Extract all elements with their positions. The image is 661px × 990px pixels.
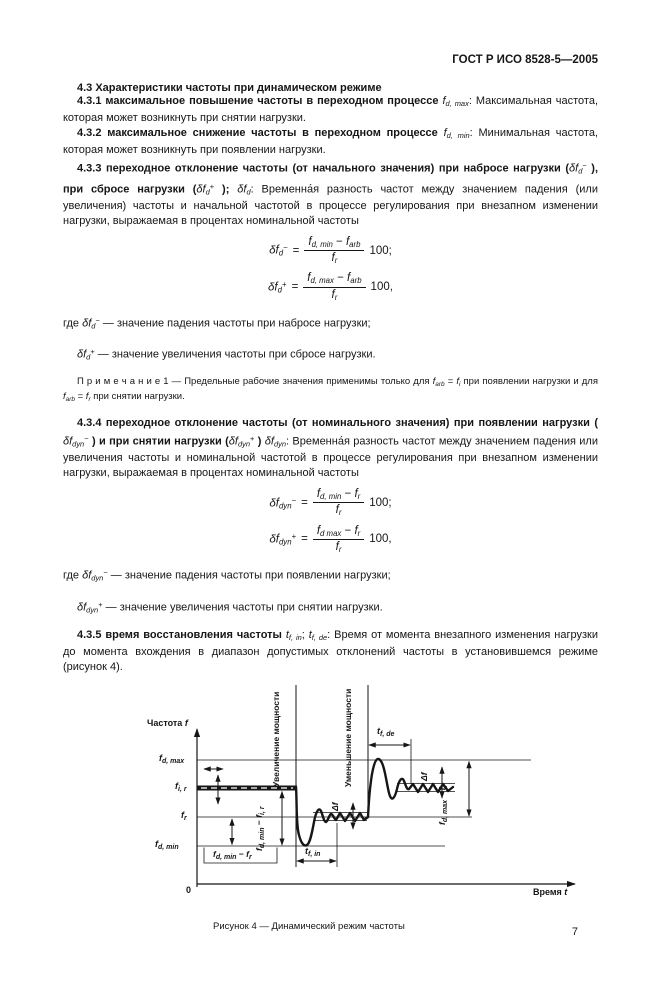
formula-delta-fdyn-minus [63, 488, 598, 517]
text-run: f [335, 504, 339, 517]
text-run: f [155, 839, 158, 850]
text-run: : Временна́я разность частот между значением падения (или увеличения) частоты и начальной частотой в процессе регулирования при внезапном изменении нагрузки, выражаемая в процентах номинальной частоты [63, 183, 598, 228]
fraction-numerator [304, 236, 364, 251]
text-run: r [357, 528, 361, 538]
text-run: dyn [278, 537, 292, 547]
power-increase-label: Увеличение мощности [271, 691, 281, 788]
text-run: f [184, 718, 188, 729]
label-f-i-r [175, 781, 187, 795]
text-run: d, min [446, 131, 470, 141]
text-run: t [285, 628, 289, 641]
text-run: δf [228, 435, 238, 448]
text-run: t [377, 726, 380, 737]
text-run: d, min [311, 240, 333, 250]
text-run: f [443, 127, 447, 140]
text-run: + [209, 181, 215, 191]
text-run: t [308, 628, 312, 641]
paragraph-4-3-1 [63, 94, 598, 126]
text-run: : Максимальная частота, которая может возникнуть при снятии нагрузки. [63, 95, 598, 125]
text-run: d [578, 166, 583, 176]
text-run: + [249, 433, 255, 443]
load-step-lines [296, 685, 368, 867]
text-run: где [63, 317, 83, 330]
text-run: δf [237, 183, 247, 195]
paragraph-4-3-5 [63, 628, 598, 675]
text-run: d [277, 285, 282, 295]
text-run: f [213, 849, 216, 860]
text-run: f [331, 288, 335, 301]
text-run: = [74, 391, 86, 403]
text-run: f [345, 236, 350, 249]
formula-tail [371, 281, 393, 293]
label-f-d-max [159, 753, 184, 767]
page-content [0, 54, 661, 932]
note-1 [63, 376, 598, 407]
formula-lhs [268, 280, 287, 295]
text-run: 100, [370, 281, 393, 294]
text-run: arb [65, 395, 75, 403]
text-run: f [437, 787, 448, 791]
label-t-f-in [305, 846, 320, 860]
text-run: f [181, 810, 184, 821]
text-run: δf [264, 435, 274, 448]
frequency-waveform [296, 759, 453, 846]
text-run: − [84, 433, 89, 443]
text-run: f [354, 488, 358, 501]
text-run: + [90, 347, 95, 357]
fraction-denominator [303, 288, 365, 302]
text-run: − [333, 272, 348, 285]
text-run: d, min [259, 827, 266, 849]
text-run: f, de [380, 731, 395, 738]
formula-tail [369, 497, 391, 509]
text-run: f [307, 272, 311, 285]
text-run: r [442, 784, 449, 788]
text-run: 100; [369, 244, 392, 257]
where-clause-3 [63, 565, 598, 585]
text-run: f, in [288, 633, 302, 643]
text-run: d [278, 249, 284, 259]
text-run: 4.3.5 время восстановления частоты [77, 628, 286, 641]
text-run: 4.3.2 максимальное снижение частоты в переходном процессе [77, 127, 444, 140]
text-run: Δf [330, 802, 340, 812]
paragraph-4-3-3 [63, 158, 598, 229]
formula-tail [369, 245, 391, 257]
text-run: при появлении нагрузки и для [460, 375, 598, 387]
text-run: d [205, 187, 210, 197]
text-run: δf [77, 348, 87, 361]
label-f-d-min [155, 839, 179, 853]
text-run: t [564, 887, 568, 898]
text-run: − [437, 790, 448, 800]
text-run: d [86, 352, 91, 362]
text-run: 4.3.4 переходное отклонение частоты (от номинального значения) при появлении нагрузки ( [77, 416, 598, 429]
text-run: f [437, 822, 448, 825]
text-run: — значение падения частоты при появлении нагрузки; [107, 569, 391, 582]
text-run: − [103, 568, 108, 578]
text-run: dyn [278, 501, 292, 511]
fraction-denominator [304, 251, 364, 265]
formula-delta-fd-plus [63, 272, 598, 301]
text-run: dyn [72, 439, 85, 449]
label-fdmin-minus-fr [213, 849, 252, 863]
text-run: r [88, 395, 91, 403]
label-fdmin-minus-fir [254, 806, 268, 851]
text-run: r [357, 492, 361, 502]
text-run: П р и м е ч а н и е 1 — Предельные рабочие значения применимы только для [77, 375, 433, 387]
text-run: — значение падения частоты при набросе нагрузки; [99, 317, 371, 330]
text-run: f [432, 375, 436, 387]
text-run: dyn [91, 573, 104, 583]
text-run: d [246, 187, 251, 197]
text-run: f [331, 252, 335, 265]
text-run: 4.3.1 максимальное повышение частоты в переходном процессе [77, 95, 443, 107]
formula-delta-fd-minus [63, 236, 598, 265]
initial-frequency-band [197, 786, 297, 791]
fraction [313, 488, 364, 517]
text-run: f [456, 375, 459, 387]
text-run: r [334, 256, 338, 266]
text-run: t [305, 846, 308, 857]
text-run: − [236, 849, 247, 860]
section-heading-4-3: 4.3 Характеристики частоты при динамическом режиме [77, 82, 382, 94]
formula-tail [369, 533, 391, 545]
text-run: d, min [320, 492, 342, 502]
label-delta-f-mid [330, 803, 340, 812]
frequency-axis-label [147, 718, 188, 728]
text-run: d, min [158, 844, 179, 851]
text-run: − [332, 236, 346, 249]
text-run: d, max [445, 99, 469, 109]
text-run: f [308, 236, 312, 249]
origin-label: 0 [186, 885, 192, 896]
text-run: f [254, 815, 265, 818]
text-run: f, de [311, 633, 328, 643]
text-run: r [184, 815, 187, 822]
text-run: − [254, 817, 265, 828]
where-clause-1 [63, 313, 598, 333]
text-run: 100, [369, 533, 392, 546]
equals-sign: = [301, 533, 308, 546]
text-run: δf [269, 244, 279, 257]
where-clause-4 [63, 597, 598, 617]
text-run: f [63, 391, 66, 403]
text-run: — значение увеличения частоты при сбросе нагрузки. [94, 348, 376, 361]
text-run: dyn [237, 439, 250, 449]
text-run: arb [435, 380, 445, 388]
figure-4-dynamic-frequency-diagram [135, 677, 605, 897]
text-run: d, min [215, 854, 237, 861]
text-run: f [335, 540, 339, 553]
figure-4-caption: Рисунок 4 — Динамический режим частоты [213, 921, 405, 933]
text-run: 4.3.3 переходное отклонение частоты (от начального значения) при набросе нагрузки ( [77, 162, 570, 175]
text-run: δf [82, 317, 92, 330]
label-fdmax-minus-fr [437, 785, 451, 825]
text-run: − [341, 524, 355, 537]
text-run: dyn [86, 604, 99, 614]
formula-lhs [269, 243, 288, 258]
where-clause-2 [63, 344, 598, 364]
text-run: d, max [442, 799, 449, 823]
text-run: δf [269, 533, 279, 546]
label-t-f-de [377, 726, 394, 740]
document-code: ГОСТ Р ИСО 8528-5—2005 [452, 54, 598, 66]
fraction [303, 272, 365, 301]
text-run: δf [82, 569, 92, 582]
formula-lhs [269, 496, 296, 511]
text-run: ); [214, 183, 238, 195]
fraction-denominator [313, 540, 364, 554]
fraction [304, 236, 364, 265]
text-run: ) [254, 435, 265, 448]
text-run: f [347, 272, 351, 285]
equals-sign: = [292, 244, 300, 257]
fraction-numerator [303, 272, 365, 287]
text-run: ; [301, 628, 309, 641]
text-run: i [458, 380, 461, 388]
text-run: f [254, 848, 265, 851]
text-run: при снятии нагрузки. [90, 391, 185, 403]
text-run: dyn [273, 439, 286, 449]
text-run: + [98, 599, 103, 609]
text-run: − [283, 243, 288, 253]
text-run: − [291, 495, 297, 505]
page-number: 7 [571, 926, 578, 938]
text-run: = [444, 375, 457, 387]
time-axis-label [533, 887, 567, 897]
text-run: r [338, 545, 342, 555]
text-run: r [338, 508, 342, 518]
text-run: f [159, 753, 162, 764]
text-run: d [91, 321, 96, 331]
text-run: δf [77, 600, 87, 613]
text-run: + [291, 532, 297, 541]
text-run: arb [350, 276, 362, 286]
text-run: − [341, 488, 355, 501]
power-decrease-label: Уменьшение мощности [343, 688, 353, 788]
text-run: f [316, 524, 321, 537]
figure-4-canvas [135, 677, 605, 897]
text-run: ) и при снятии нагрузки ( [88, 435, 229, 448]
text-run: δf [569, 162, 579, 175]
text-run: δf [196, 183, 206, 195]
text-run: 100; [369, 496, 392, 509]
text-run: r [249, 854, 252, 861]
fraction-numerator [313, 525, 364, 540]
text-run: − [582, 161, 587, 171]
text-run: i, r [178, 786, 187, 793]
waveform-after-load-increase [296, 787, 368, 846]
text-run: − [95, 315, 100, 325]
text-run: : Время от момента внезапного изменения нагрузки до момента вхождения в диапазон допустимых отклонений частоты в установившемся режиме (рисунок 4). [63, 628, 598, 674]
fraction-numerator [313, 488, 364, 503]
text-run: f [354, 524, 358, 537]
fraction-denominator [313, 503, 364, 517]
text-run: Частота [147, 718, 185, 729]
text-run: f [85, 391, 89, 403]
equals-sign: = [291, 281, 299, 294]
text-run: r [334, 292, 338, 302]
text-run: где [63, 569, 83, 582]
text-run: + [282, 279, 287, 289]
text-run: δf [268, 281, 278, 294]
frequency-level-lines [197, 760, 531, 846]
text-run: f [442, 95, 446, 107]
text-run: : Минимальная частота, которая может возникнуть при появлении нагрузки. [63, 127, 598, 157]
text-run: Время [533, 887, 565, 898]
label-f-r [181, 810, 187, 824]
text-run: ), при сбросе нагрузки ( [63, 162, 598, 195]
text-run: δf [63, 435, 73, 448]
text-run: d max [320, 528, 342, 538]
text-run: f [175, 781, 178, 792]
formula-delta-fdyn-plus [63, 525, 598, 554]
text-run: f [246, 849, 249, 860]
text-run: — значение увеличения частоты при снятии нагрузки. [102, 600, 383, 613]
paragraph-4-3-4 [63, 416, 598, 481]
text-run: f [316, 488, 321, 501]
formula-lhs [269, 532, 296, 547]
text-run: d, max [162, 758, 185, 765]
label-delta-f-right [419, 773, 429, 782]
text-run: f, in [308, 851, 321, 858]
text-run: i, r [259, 806, 266, 815]
text-run: d, max [310, 276, 334, 286]
text-run: Δf [419, 772, 429, 782]
equals-sign: = [301, 496, 308, 509]
text-run: arb [349, 240, 361, 250]
text-run: δf [269, 497, 279, 510]
paragraph-4-3-2 [63, 126, 598, 158]
fraction [313, 525, 364, 554]
text-run: : Временна́я разность частот между значением падения или увеличения частоты и номинальной частотой в процессе регулирования при внезапном изменении нагрузки, выражаемая в процентах номинальной частоты [63, 435, 598, 480]
